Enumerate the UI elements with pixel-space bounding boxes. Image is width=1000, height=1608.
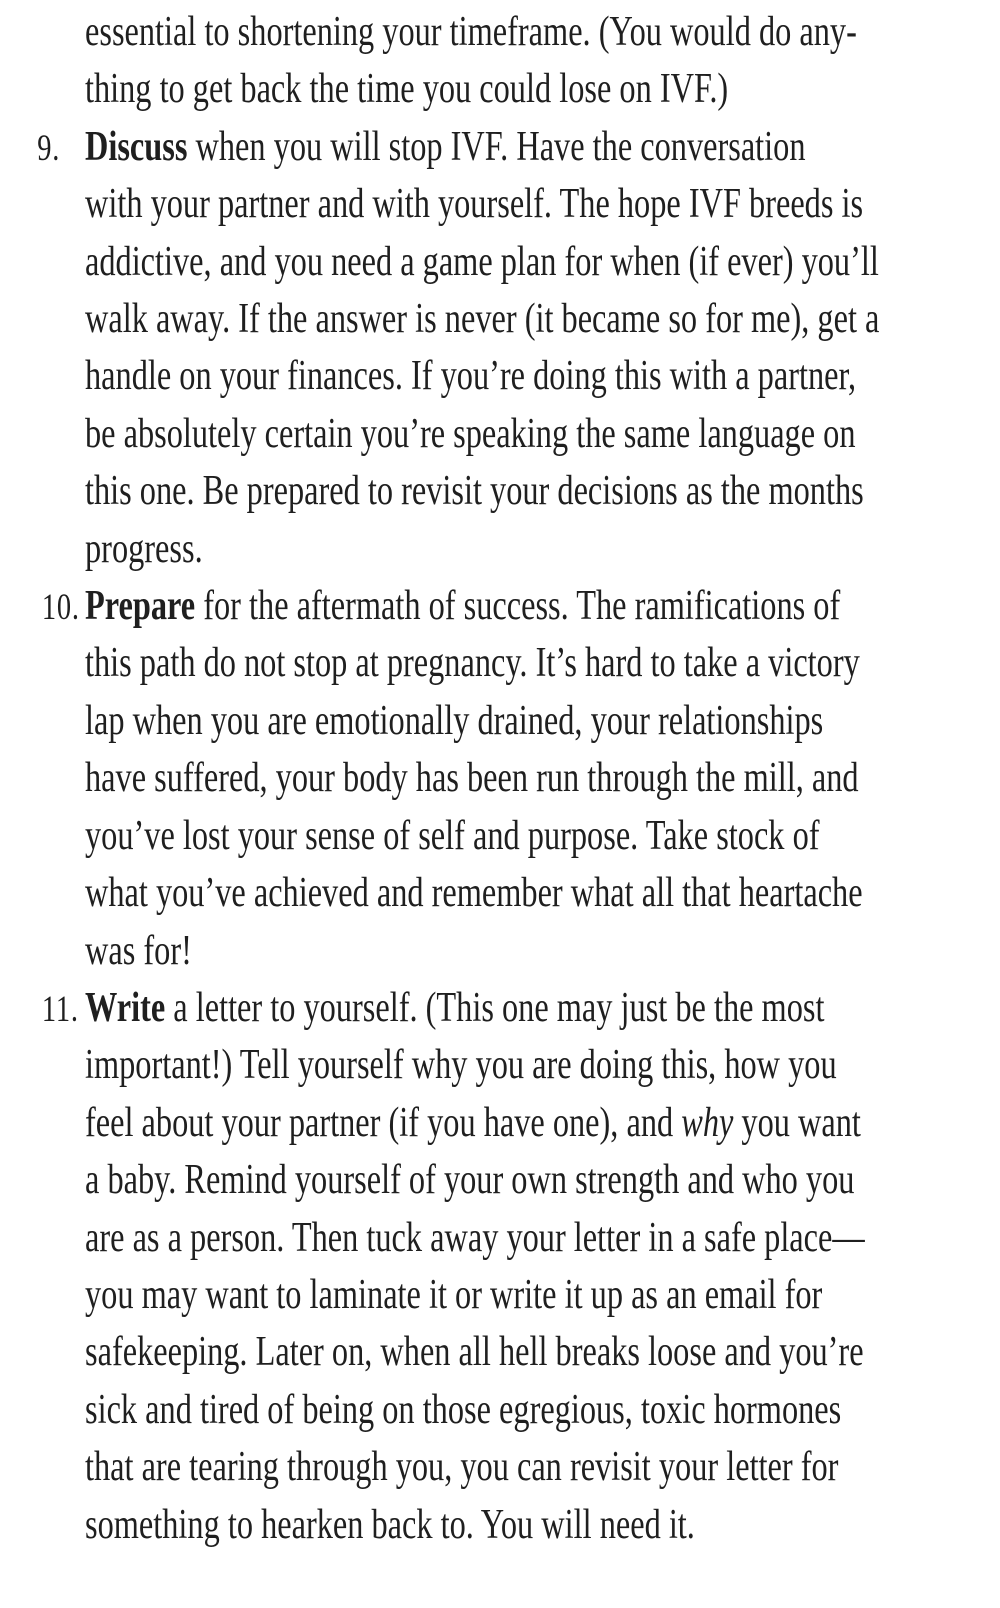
text-line [85, 750, 859, 807]
text-line [85, 693, 823, 750]
text-segment: essential to shortening your timeframe. (You would do any- [85, 9, 857, 55]
text-line [85, 61, 728, 118]
text-segment: sick and tired of being on those egregious, toxic hormones [85, 1386, 842, 1433]
text-line [85, 234, 879, 291]
text-line [85, 406, 855, 463]
text-segment: progress. [85, 525, 203, 572]
text-line [85, 1324, 864, 1381]
text-segment: addictive, and you need a game plan for when (if ever) you’ll [85, 238, 879, 285]
text-line [85, 1210, 865, 1267]
list-number: 10. [41, 586, 80, 628]
text-line [85, 1267, 822, 1324]
text-line [85, 291, 879, 348]
bold-lead-word: Prepare [85, 583, 196, 630]
text-segment: that are tearing through you, you can revisit your letter for [85, 1444, 839, 1491]
text-line [85, 348, 856, 405]
text-line [85, 1095, 861, 1152]
text-segment: when you will stop IVF. Have the conversation [187, 123, 806, 170]
text-line [85, 923, 192, 980]
text-segment: safekeeping. Later on, when all hell breaks loose and you’re [85, 1329, 864, 1376]
text-segment: for the aftermath of success. The ramifications of [195, 583, 841, 630]
text-segment: a baby. Remind yourself of your own strength and who you [85, 1157, 855, 1204]
text-segment: this one. Be prepared to revisit your decisions as the months [85, 468, 864, 515]
text-line [85, 1497, 695, 1554]
text-segment: you’ve lost your sense of self and purpose. Take stock of [85, 812, 820, 859]
text-segment: was for! [85, 927, 192, 974]
text-segment: you may want to laminate it or write it up as an email for [85, 1271, 823, 1318]
text-line [85, 1152, 854, 1209]
bold-lead-word: Write [85, 984, 166, 1031]
text-line [85, 865, 863, 922]
text-segment: important!) Tell yourself why you are doing this, how you [85, 1042, 837, 1089]
text-segment: something to hearken back to. You will need it. [85, 1501, 695, 1548]
text-segment: walk away. If the answer is never (it became so for me), get a [85, 296, 880, 343]
text-segment: lap when you are emotionally drained, your relationships [85, 697, 824, 744]
text-segment: thing to get back the time you could lose on IVF.) [85, 66, 729, 113]
text-segment: this path do not stop at pregnancy. It’s hard to take a victory [85, 640, 860, 687]
text-line [85, 808, 820, 865]
text-line [85, 521, 203, 578]
bold-lead-word: Discuss [85, 123, 188, 170]
text-line [85, 1382, 841, 1439]
list-number: 11. [41, 987, 79, 1029]
text-line [41, 578, 841, 635]
text-segment: feel about your partner (if you have one), and [85, 1099, 682, 1146]
text-segment: be absolutely certain you’re speaking the same language on [85, 410, 856, 457]
text-segment: a letter to yourself. (This one may just be the most [165, 984, 825, 1031]
text-line [85, 463, 864, 520]
italic-word: why [681, 1099, 734, 1146]
text-line [85, 176, 863, 233]
text-segment: are as a person. Then tuck away your letter in a safe place— [85, 1214, 865, 1261]
text-line [85, 4, 857, 61]
list-number: 9. [37, 126, 61, 168]
text-segment: have suffered, your body has been run through the mill, and [85, 755, 859, 802]
text-line [85, 635, 860, 692]
text-line [85, 1037, 837, 1094]
text-segment: what you’ve achieved and remember what all that heartache [85, 870, 863, 917]
text-line [41, 980, 825, 1037]
text-segment: you want [733, 1099, 861, 1146]
text-line [37, 119, 806, 176]
text-line [85, 1439, 838, 1496]
text-segment: with your partner and with yourself. The hope IVF breeds is [85, 181, 864, 228]
text-segment: handle on your finances. If you’re doing this with a partner, [85, 353, 857, 400]
